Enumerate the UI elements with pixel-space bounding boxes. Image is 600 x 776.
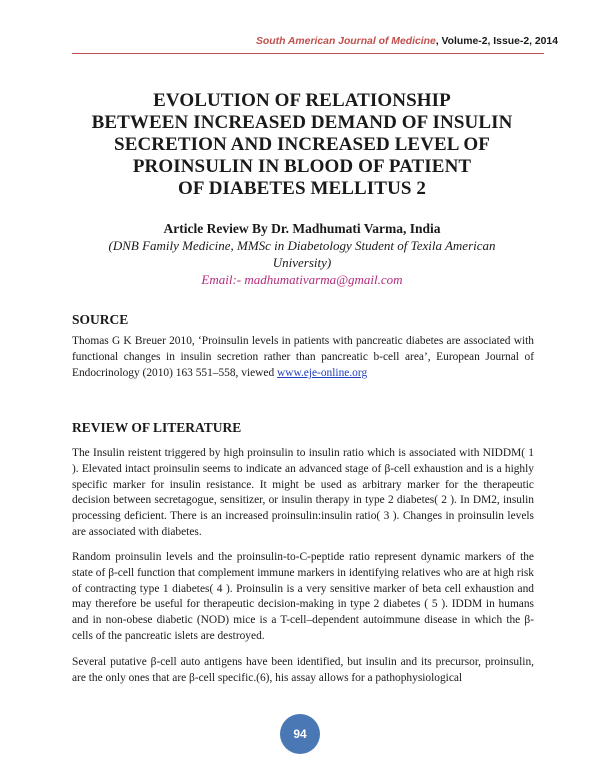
- title-line: BETWEEN INCREASED DEMAND OF INSULIN: [91, 112, 513, 133]
- title-line: OF DIABETES MELLITUS 2: [177, 178, 427, 199]
- journal-name: South American Journal of Medicine: [256, 36, 436, 47]
- review-paragraph-2: Random proinsulin levels and the proinsulin-to-C-peptide ratio represent dynamic markers of the state of β-cell function that complement immune markers in identifying relatives who are at high risk of contracting type 1 diabetes( 4 ). Proinsulin is a very sensitive marker of beta cell exhaustion and may therefore be useful for therapeutic decision-making in type 2 diabetes ( 5 ). IDDM in humans and in non-obese diabetic (NOD) mice is a T-cell–dependent autoimmune disease in which the β-cells of the pancreatic islets are destroyed.: [72, 551, 534, 642]
- source-citation: [72, 334, 534, 381]
- author-email[interactable]: Email:- madhumativarma@gmail.com: [201, 272, 403, 287]
- article-title: [72, 90, 532, 200]
- journal-issue: , Volume-2, Issue-2, 2014: [435, 36, 558, 47]
- title-line: PROINSULIN IN BLOOD OF PATIENT: [132, 156, 472, 177]
- review-paragraph-3: Several putative β-cell auto antigens have been identified, but insulin and its precursor, proinsulin, are the only ones that are β-cell specific.(6), his assay allows for a pathophysiological: [72, 656, 534, 684]
- review-heading: REVIEW OF LITERATURE: [72, 420, 242, 435]
- review-paragraph-1: The Insulin reistent triggered by high proinsulin to insulin ratio which is associated with NIDDM( 1 ). Elevated intact proinsulin seems to indicate an advanced stage of β-cell exhaustion and is a highly specific marker for insulin resistance. It might be used as arbitrary marker for the therapeutic decision between secretagogue, sensitizer, or insulin therapy in type 2 diabetes( 2 ). In DM2, insulin processing deficient. There is an increased proinsulin:insulin ratio( 3 ). Changes in proinsulin levels are associated with diabetes.: [72, 447, 534, 538]
- author-byline: Article Review By Dr. Madhumati Varma, India: [163, 221, 441, 236]
- source-text: Thomas G K Breuer 2010, ‘Proinsulin levels in patients with pancreatic diabetes are associated with functional changes in insulin secretion rather than pancreatic b-cell area’, European Journal of Endocrinology (2010) 163 551–558, viewed: [72, 335, 534, 379]
- title-line: EVOLUTION OF RELATIONSHIP: [153, 90, 451, 111]
- header-rule: [72, 53, 544, 54]
- source-link[interactable]: www.eje-online.org: [277, 366, 368, 379]
- page-number-badge: 94: [280, 714, 320, 754]
- running-header: [256, 36, 558, 47]
- source-heading: SOURCE: [72, 312, 129, 327]
- title-line: SECRETION AND INCREASED LEVEL OF: [114, 134, 490, 155]
- author-affiliation: (DNB Family Medicine, MMSc in Diabetology Student of Texila American University): [108, 238, 496, 270]
